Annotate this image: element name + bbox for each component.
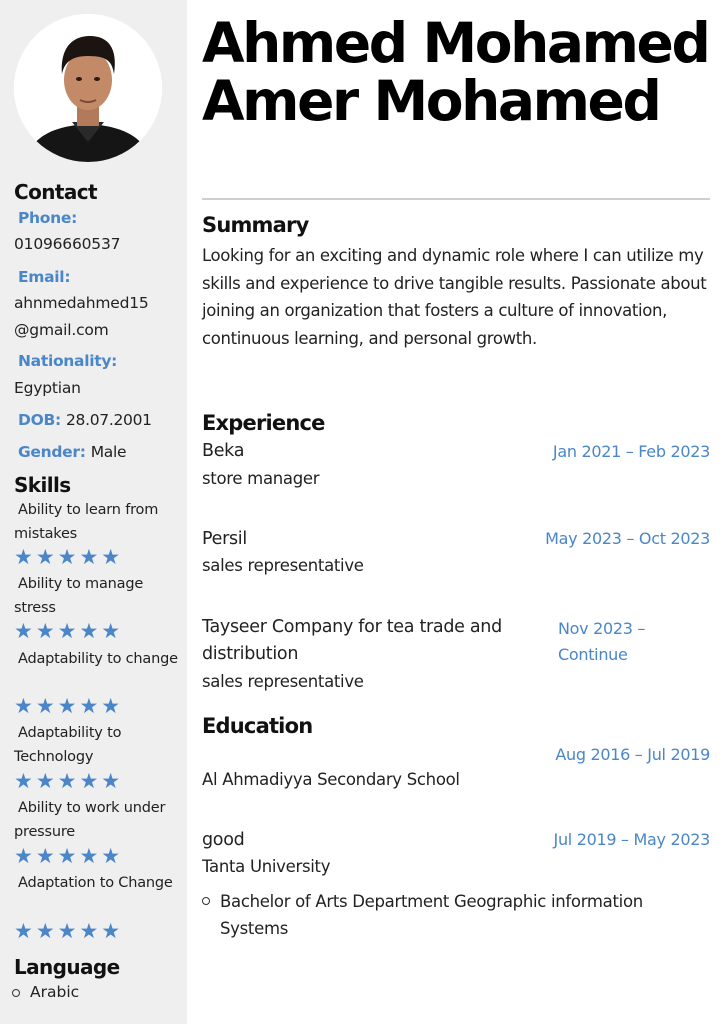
nationality-value: Egyptian — [14, 379, 81, 397]
experience-role: store manager — [202, 469, 320, 488]
summary-heading: Summary — [202, 213, 309, 237]
education-school: Tanta University — [202, 857, 331, 876]
sidebar — [0, 0, 187, 1024]
education-heading: Education — [202, 714, 313, 738]
experience-dates: Nov 2023 – Continue — [558, 619, 646, 664]
skill-item — [14, 796, 186, 844]
skill-item — [14, 498, 186, 546]
skill-name: Adaptation to Change — [18, 875, 173, 891]
skill-rating-stars: ★★★★★ — [14, 769, 124, 793]
avatar — [14, 14, 162, 162]
skill-name: Adaptability to change — [18, 651, 178, 667]
dob-row — [18, 411, 152, 429]
skill-name: Adaptability to Technology — [14, 725, 122, 765]
summary-text: Looking for an exciting and dynamic role where I can utilize my skills and experience to drive tangible results. Passionate about joining an organization that fosters a culture of innovation, continuous learning, and personal growth. — [202, 246, 707, 348]
skill-name: Ability to work under pressure — [14, 800, 166, 840]
gender-row — [18, 443, 126, 461]
skill-rating-stars: ★★★★★ — [14, 919, 124, 943]
header-divider — [202, 198, 710, 200]
language-heading: Language — [14, 955, 120, 979]
skill-rating-stars: ★★★★★ — [14, 545, 124, 569]
experience-role: sales representative — [202, 556, 364, 575]
email-value-line1: ahnmedahmed15 — [14, 294, 149, 312]
bullet-icon — [12, 989, 20, 997]
skill-item — [14, 871, 186, 895]
education-degree: good — [202, 830, 245, 850]
experience-org: Tayseer Company for tea trade and distribution — [202, 617, 502, 664]
gender-label: Gender: — [18, 443, 86, 461]
experience-org: Persil — [202, 529, 247, 549]
skill-rating-stars: ★★★★★ — [14, 694, 124, 718]
bullet-icon — [202, 897, 210, 905]
experience-dates: May 2023 – Oct 2023 — [545, 529, 710, 548]
language-item — [12, 983, 79, 1001]
education-detail — [202, 888, 702, 942]
skills-heading: Skills — [14, 473, 71, 497]
phone-value: 01096660537 — [14, 235, 121, 253]
skill-rating-stars: ★★★★★ — [14, 619, 124, 643]
phone-label: Phone: — [18, 209, 77, 227]
experience-heading: Experience — [202, 411, 325, 435]
experience-dates: Jan 2021 – Feb 2023 — [552, 442, 710, 461]
experience-role: sales representative — [202, 672, 364, 691]
language-name: Arabic — [30, 983, 80, 1001]
education-dates: Jul 2019 – May 2023 — [553, 830, 710, 849]
skill-item — [14, 647, 186, 671]
education-dates: Aug 2016 – Jul 2019 — [555, 745, 710, 764]
candidate-name: Ahmed Mohamed Amer Mohamed — [202, 11, 709, 133]
skill-rating-stars: ★★★★★ — [14, 844, 124, 868]
education-school: Al Ahmadiyya Secondary School — [202, 770, 460, 789]
skill-name: Ability to learn from mistakes — [14, 502, 159, 542]
dob-label: DOB: — [18, 411, 61, 429]
experience-org: Beka — [202, 441, 245, 461]
email-label: Email: — [18, 268, 71, 286]
dob-value: 28.07.2001 — [65, 411, 152, 429]
email-value-line2: @gmail.com — [14, 321, 109, 339]
contact-heading: Contact — [14, 180, 97, 204]
education-detail-text: Bachelor of Arts Department Geographic information Systems — [220, 892, 643, 938]
profile-photo — [14, 14, 162, 162]
skill-item — [14, 721, 186, 769]
gender-value: Male — [90, 443, 127, 461]
nationality-label: Nationality: — [18, 352, 118, 370]
skill-item — [14, 572, 186, 620]
skill-name: Ability to manage stress — [14, 576, 144, 616]
